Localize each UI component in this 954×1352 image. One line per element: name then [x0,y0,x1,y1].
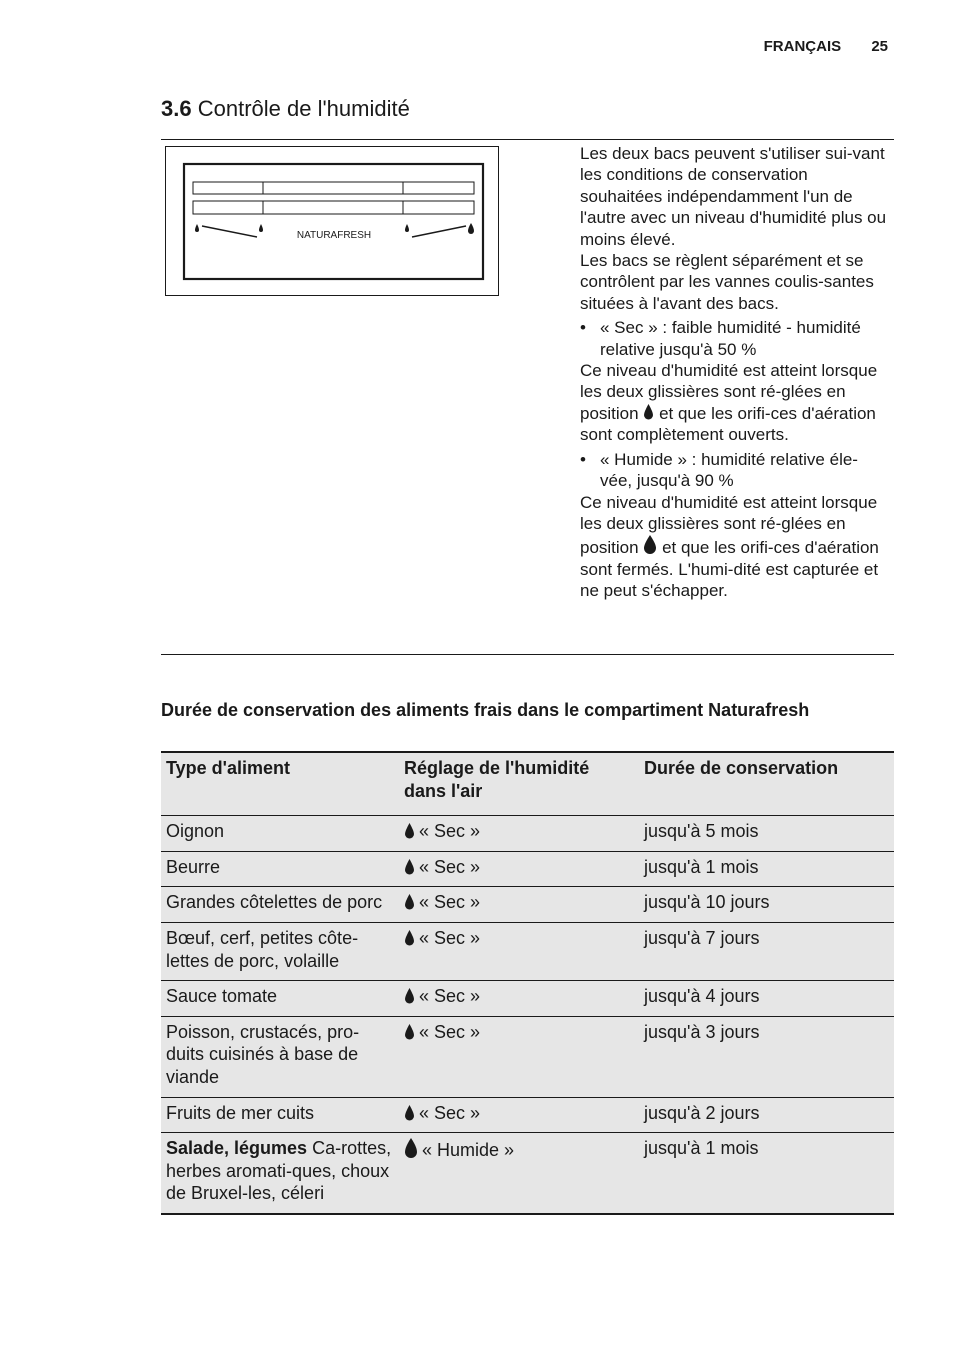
cell-food [161,816,399,851]
cell-setting-text: « Sec » [419,1021,481,1042]
header-storage-duration: Durée de conservation [644,758,839,778]
cell-food [161,923,399,980]
drawer-illustration [166,147,500,297]
cell-setting-text: « Sec » [419,821,481,842]
cell-setting [399,887,640,922]
table-row [161,1097,894,1133]
table-row [161,1016,894,1097]
cell-duration: jusqu'à 1 mois [644,856,759,877]
cell-duration: jusqu'à 7 jours [644,927,760,948]
cell-food [161,981,399,1016]
naturafresh-diagram [165,146,499,296]
section-number: 3.6 [161,96,192,121]
dry-detail-after: et que les orifi-ces d'aération sont complètement ouverts. [580,403,876,445]
cell-setting-text: « Sec » [419,856,481,877]
table-row [161,815,894,851]
dry-detail-before: Ce niveau d'humidité est atteint lorsque les deux glissières sont ré-glées en position [580,361,878,423]
header-language: FRANÇAIS [763,38,842,55]
drop-small-icon [404,1104,415,1122]
cell-setting-text: « Humide » [422,1140,515,1161]
cell-setting-text: « Sec » [419,1102,481,1123]
drop-large-icon [404,1137,418,1159]
cell-duration: jusqu'à 4 jours [644,986,760,1007]
top-rule [161,139,894,140]
cell-setting [399,852,640,887]
cell-food-text: Bœuf, cerf, petites côte-lettes de porc, volaille [166,927,359,971]
table-row [161,980,894,1016]
bullet-dot: • [580,318,586,338]
cell-food [161,887,399,922]
diagram-label: NATURAFRESH [296,230,372,241]
cell-food-text: Oignon [166,821,225,842]
cell-food-text: Ca-rottes, herbes aromati-ques, choux de Bruxel-les, céleri [166,1138,392,1204]
description-column [580,143,890,602]
cell-setting [399,1133,640,1213]
bullet-humid-text: « Humide » : humidité relative éle-vée, jusqu'à 90 % [600,449,858,491]
cell-food [161,1017,399,1097]
drop-small-icon [643,403,654,421]
table-row [161,922,894,980]
cell-food-text: Fruits de mer cuits [166,1102,315,1123]
cell-setting [399,816,640,851]
cell-setting [399,1098,640,1133]
cell-setting-text: « Sec » [419,892,481,913]
cell-food-text: Beurre [166,856,221,877]
table-header-row [161,753,894,815]
drop-small-icon [404,1023,415,1041]
bullet-humid [580,449,890,492]
intro-paragraph-1: Les deux bacs peuvent s'utiliser sui-vant les conditions de conservation souhaitées indépendamment l'un de l'autre avec un niveau d'humidité plus ou moins élevé. [580,144,887,249]
cell-food [161,1098,399,1133]
bullet-dry [580,317,890,360]
header-food-type: Type d'aliment [166,758,290,778]
humid-detail [580,492,890,602]
cell-food-bold: Salade, légumes [166,1138,308,1159]
cell-food-text: Sauce tomate [166,986,278,1007]
cell-food-text: Grandes côtelettes de porc [166,892,383,913]
drop-small-icon [404,987,415,1005]
drop-small-icon [404,929,415,947]
cell-duration: jusqu'à 1 mois [644,1138,759,1159]
cell-setting [399,1017,640,1097]
dry-detail [580,360,890,446]
cell-setting [399,923,640,980]
table-row [161,1132,894,1213]
drop-small-icon [404,893,415,911]
cell-food-text: Poisson, crustacés, pro-duits cuisinés à base de viande [166,1021,360,1087]
bottom-rule [161,654,894,655]
cell-duration: jusqu'à 2 jours [644,1102,760,1123]
page-header [764,38,888,55]
cell-duration: jusqu'à 10 jours [644,892,770,913]
drop-large-icon [643,534,657,555]
bullet-dot: • [580,449,586,469]
page-number: 25 [871,38,888,55]
humid-detail-before: Ce niveau d'humidité est atteint lorsque les deux glissières sont ré-glées en position [580,492,878,558]
section-title [161,96,410,122]
cell-food [161,852,399,887]
cell-setting-text: « Sec » [419,986,481,1007]
storage-table [161,751,894,1215]
cell-duration: jusqu'à 3 jours [644,1021,760,1042]
table-row [161,851,894,887]
bullet-dry-text: « Sec » : faible humidité - humidité relative jusqu'à 50 % [600,318,861,359]
cell-setting-text: « Sec » [419,927,481,948]
intro-paragraph-2: Les bacs se règlent séparément et se contrôlent par les vannes coulis-santes situées à l'avant des bacs. [580,251,874,313]
cell-setting [399,981,640,1016]
section-title-text: Contrôle de l'humidité [197,96,410,121]
humid-detail-after: et que les orifi-ces d'aération sont fermés. L'humi-dité est capturée et ne peut s'échapper. [580,538,879,601]
table-row [161,886,894,922]
cell-duration: jusqu'à 5 mois [644,821,759,842]
drop-small-icon [404,858,415,876]
drop-small-icon [404,822,415,840]
table-title: Durée de conservation des aliments frais dans le compartiment Naturafresh [161,700,810,720]
header-humidity-setting: Réglage de l'humidité dans l'air [404,758,590,801]
cell-food [161,1133,399,1213]
